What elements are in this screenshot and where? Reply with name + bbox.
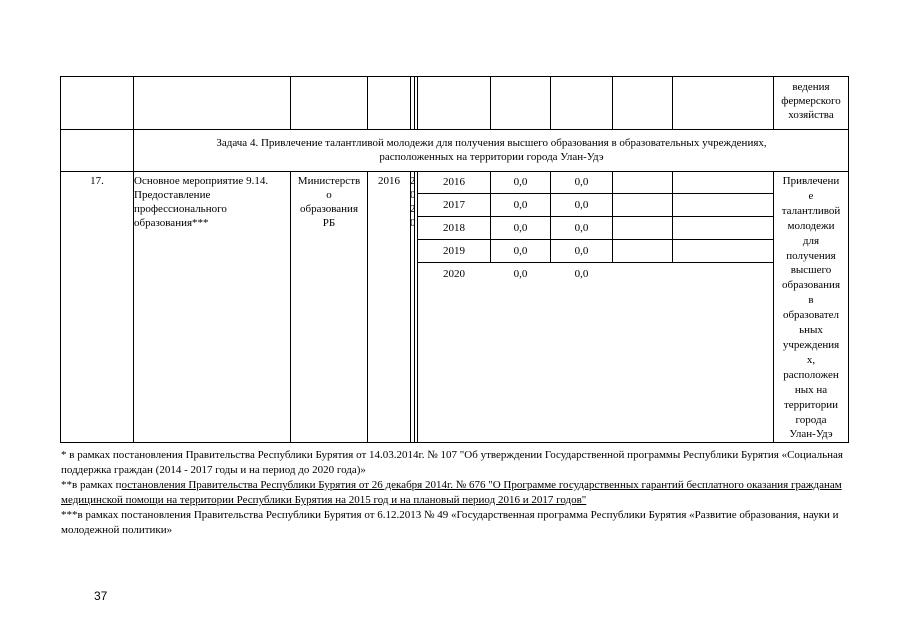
year-2020-col-b: 0,0 xyxy=(574,268,589,280)
year-2019-col-b: 0,0 xyxy=(574,245,589,257)
year-2016-col-a: 0,0 xyxy=(513,176,528,188)
col-divider xyxy=(550,76,551,129)
col-divider xyxy=(612,171,613,262)
col-divider xyxy=(612,76,613,129)
table-row-divider xyxy=(60,171,849,172)
row-number: 17. xyxy=(90,175,104,187)
col-divider xyxy=(133,76,134,129)
year-2020: 2020 xyxy=(443,268,465,280)
table-left-border xyxy=(60,76,61,442)
page-number: 37 xyxy=(94,589,108,603)
year-2018-col-b: 0,0 xyxy=(574,222,589,234)
executor: Министерств о образования РБ xyxy=(297,175,361,229)
expected-result: Привлечени е талантливой молодежи для получения высшего образования в образовател ьных учреждения х, расположен ных на территории города Улан-Удэ xyxy=(781,175,841,441)
year-2016-col-b: 0,0 xyxy=(574,176,589,188)
end-year-vertical: 2 0 2 0 xyxy=(410,175,416,229)
year-2018: 2018 xyxy=(443,222,465,234)
year-row-divider xyxy=(417,216,773,217)
col-divider xyxy=(417,76,418,129)
footnotes xyxy=(61,448,861,538)
col-divider xyxy=(490,76,491,129)
year-2017: 2017 xyxy=(443,199,465,211)
col-divider xyxy=(290,76,291,129)
year-2020-col-a: 0,0 xyxy=(513,268,528,280)
year-2017-col-a: 0,0 xyxy=(513,199,528,211)
col-divider xyxy=(410,76,411,129)
year-2016: 2016 xyxy=(443,176,465,188)
col-divider xyxy=(367,76,368,129)
year-row-divider xyxy=(417,239,773,240)
table-right-border xyxy=(848,76,849,442)
footnote-2 xyxy=(61,478,861,508)
year-2018-col-a: 0,0 xyxy=(513,222,528,234)
footnote-1: * в рамках постановления Правительства Республики Бурятия от 14.03.2014г. № 107 "Об утверждении Государственной программы Республики Бурятия «Социальная поддержка граждан (2014 - 2017 годы и на период до 2020 года)» xyxy=(61,449,843,476)
footnote-3: ***в рамках постановления Правительства Республики Бурятия от 6.12.2013 № 49 «Государственная программа Республики Бурятия «Развитие образования, науки и молодежной политики» xyxy=(61,509,839,536)
task-heading: Задача 4. Привлечение талантливой молодежи для получения высшего образования в образовательных учреждениях, расположенных на территории города Улан-Удэ xyxy=(216,137,767,163)
year-row-divider xyxy=(417,193,773,194)
table-bottom-border xyxy=(60,442,849,443)
start-year: 2016 xyxy=(378,175,400,187)
year-row-divider xyxy=(417,262,773,263)
year-2019-col-a: 0,0 xyxy=(513,245,528,257)
activity-name: Основное мероприятие 9.14. Предоставление профессионального образования*** xyxy=(134,175,269,229)
result-cell-continued: ведения фермерского хозяйства xyxy=(781,81,841,121)
year-2019: 2019 xyxy=(443,245,465,257)
footnote-2-link[interactable]: остановления Правительства Республики Бурятия от 26 декабря 2014г. № 676 "О Программе государственных гарантий бесплатного оказания гражданам медицинской помощи на территории Республики Бурятия на 2015 год и на плановый период 2016 и 2017 годов" xyxy=(61,479,842,506)
year-2017-col-b: 0,0 xyxy=(574,199,589,211)
col-divider xyxy=(672,76,673,129)
col-divider xyxy=(133,129,134,171)
col-divider xyxy=(367,171,368,442)
col-divider xyxy=(414,76,415,129)
table-row-divider xyxy=(60,129,849,130)
footnote-2-prefix: **в рамках п xyxy=(61,479,122,491)
table-top-border xyxy=(60,76,849,77)
col-divider xyxy=(672,171,673,262)
